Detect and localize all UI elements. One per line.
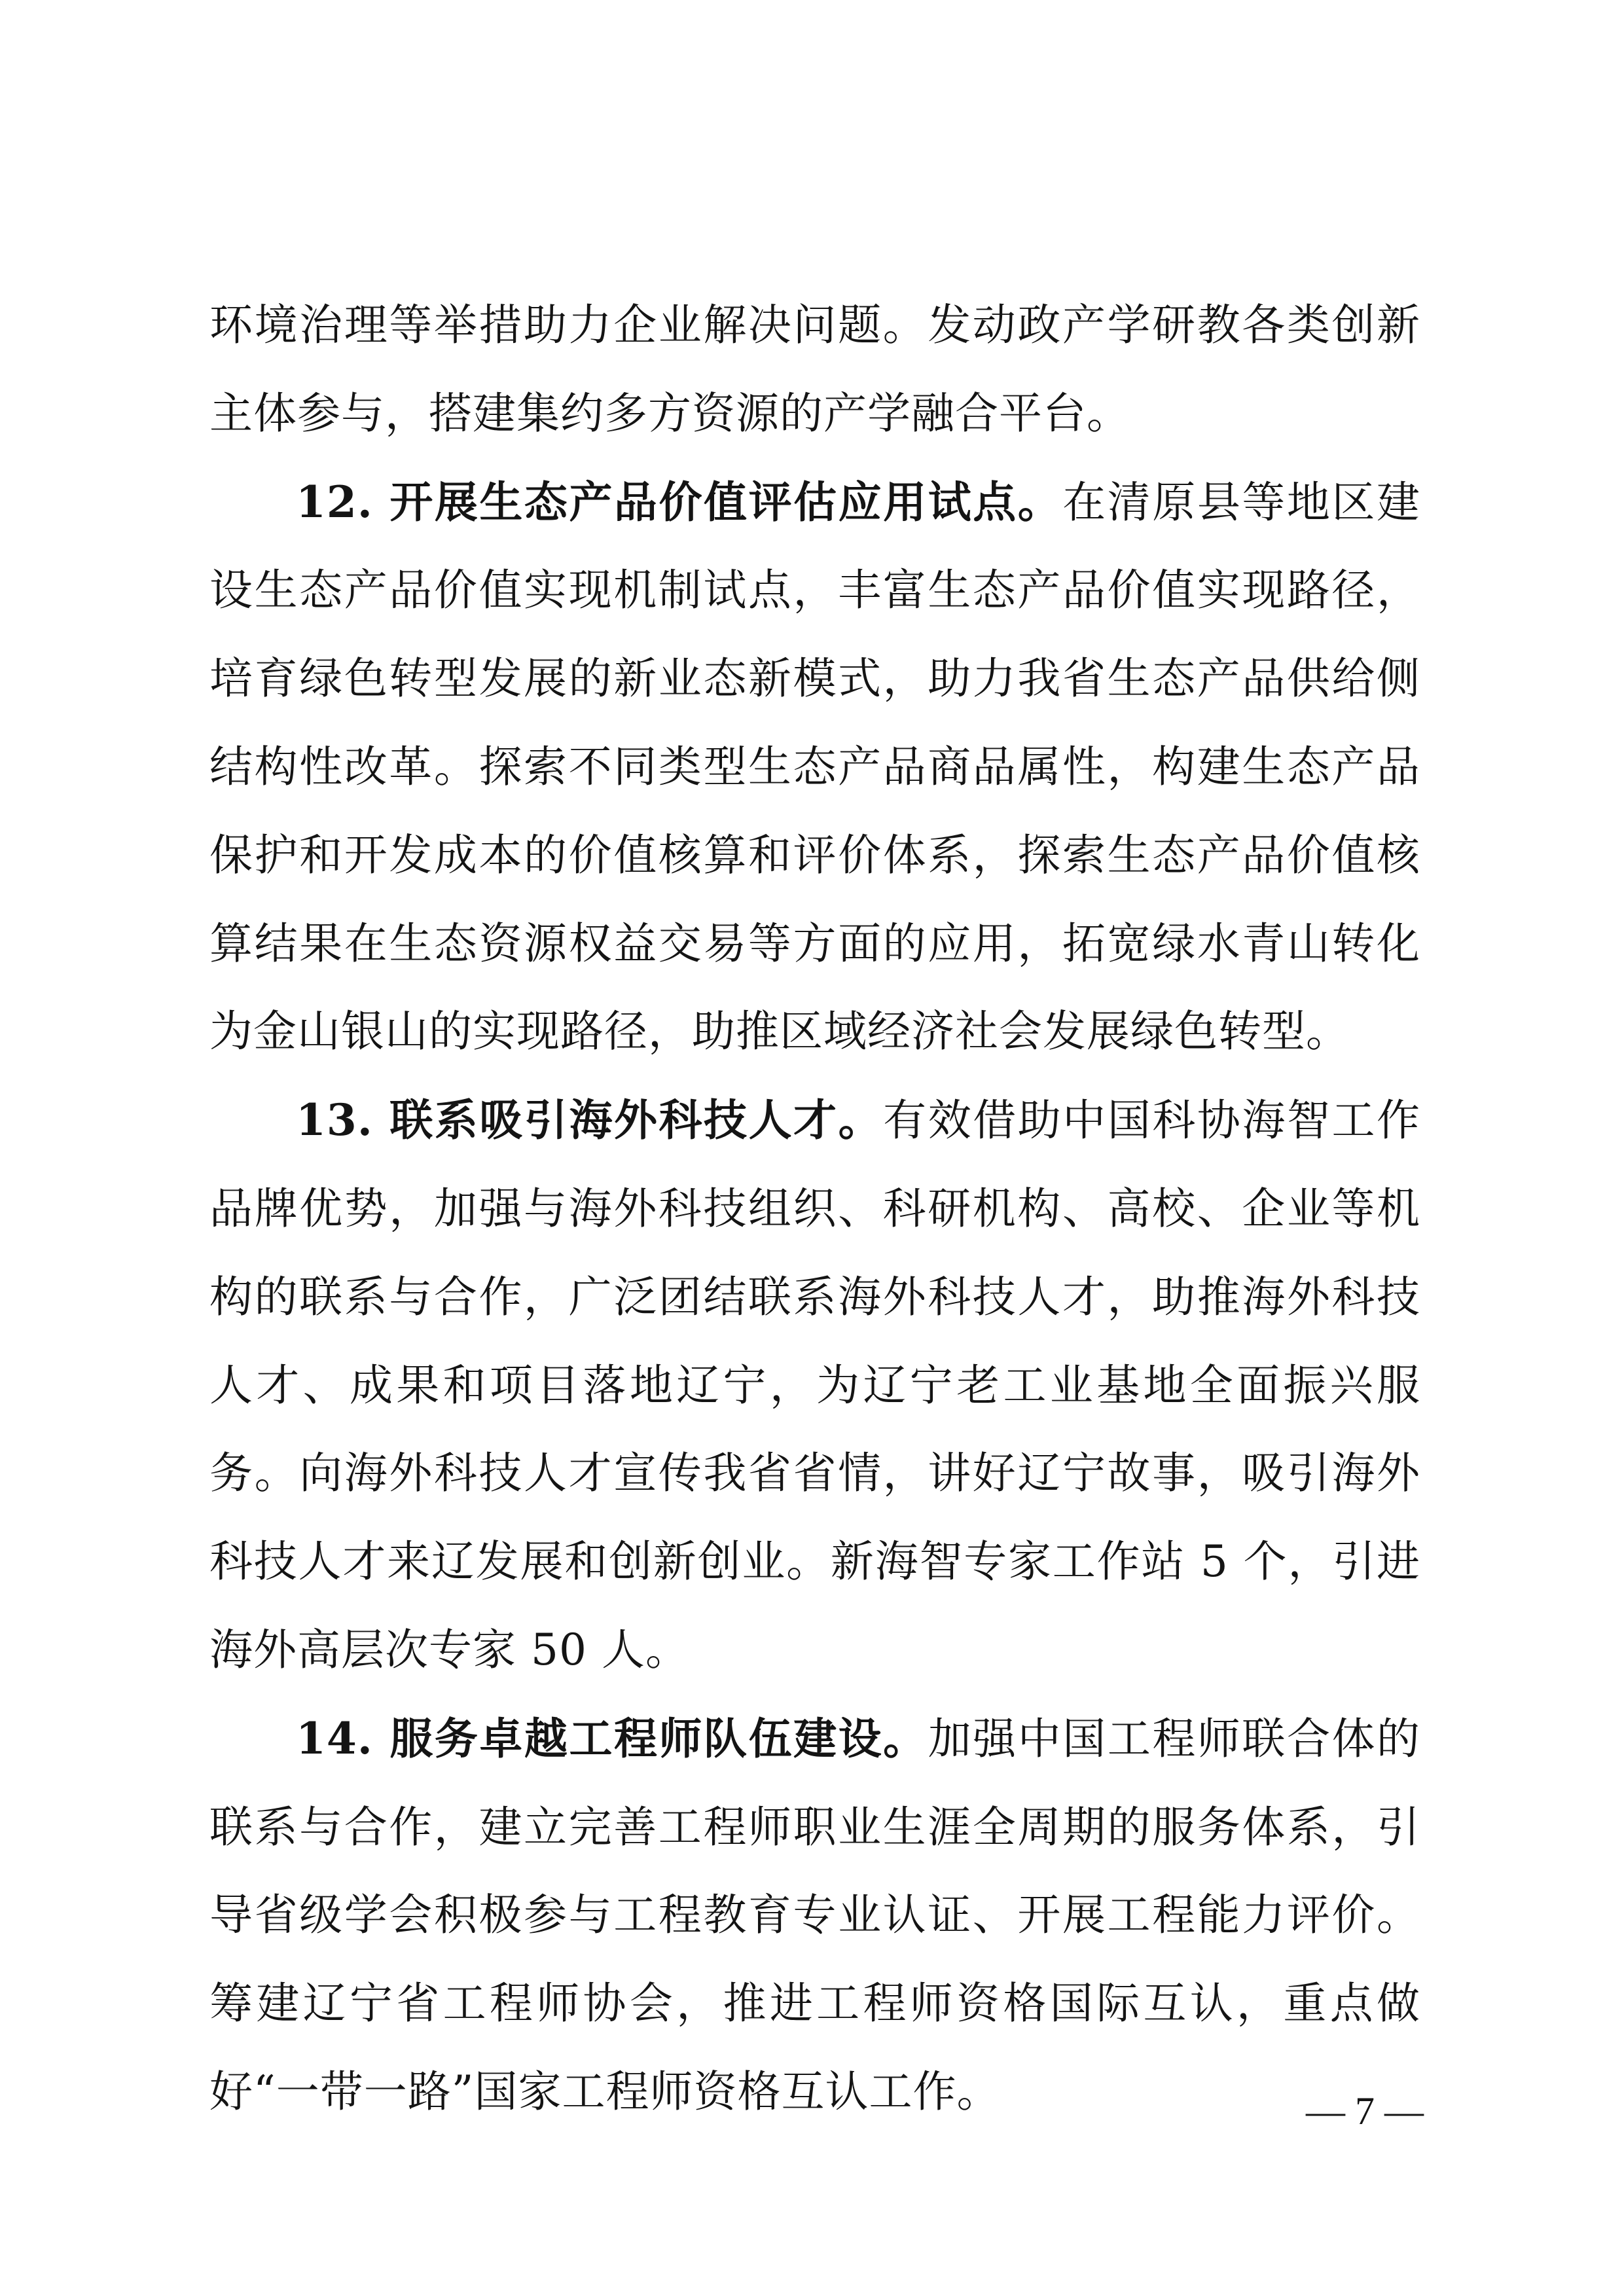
- item-heading: 14. 服务卓越工程师队伍建设。: [296, 1712, 928, 1764]
- paragraph-body: 环境治理等举措助力企业解决问题。发动政产学研教各类创新主体参与，搭建集约多方资源的产学融合平台。: [209, 300, 1420, 439]
- body-text: [209, 281, 1420, 2136]
- paragraph-body: 有效借助中国科协海智工作品牌优势，加强与海外科技组织、科研机构、高校、企业等机构的联系与合作，广泛团结联系海外科技人才，助推海外科技人才、成果和项目落地辽宁，为辽宁老工业基地全面振兴服务。向海外科技人才宣传我省省情，讲好辽宁故事，吸引海外科技人才来辽发展和创新创业。新海智专家工作站 5 个，引进海外高层次专家 50 人。: [209, 1095, 1421, 1675]
- paragraph-item-12: [209, 458, 1420, 1077]
- paragraph-body: 加强中国工程师联合体的联系与合作，建立完善工程师职业生涯全周期的服务体系，引导省级学会积极参与工程教育专业认证、开展工程能力评价。筹建辽宁省工程师协会，推进工程师资格国际互认，重点做好“一带一路”国家工程师资格互认工作。: [209, 1713, 1421, 2117]
- paragraph-continuation: [209, 281, 1420, 458]
- paragraph-body: 在清原县等地区建设生态产品价值实现机制试点，丰富生态产品价值实现路径，培育绿色转型发展的新业态新模式，助力我省生态产品供给侧结构性改革。探索不同类型生态产品商品属性，构建生态产品保护和开发成本的价值核算和评价体系，探索生态产品价值核算结果在生态资源权益交易等方面的应用，拓宽绿水青山转化为金山银山的实现路径，助推区域经济社会发展绿色转型。: [209, 477, 1420, 1057]
- item-heading: 13. 联系吸引海外科技人才。: [296, 1094, 884, 1146]
- page-number: — 7 —: [1306, 2089, 1424, 2133]
- paragraph-item-14: [209, 1695, 1420, 2136]
- item-heading: 12. 开展生态产品价值评估应用试点。: [296, 476, 1063, 528]
- paragraph-item-13: [209, 1076, 1420, 1695]
